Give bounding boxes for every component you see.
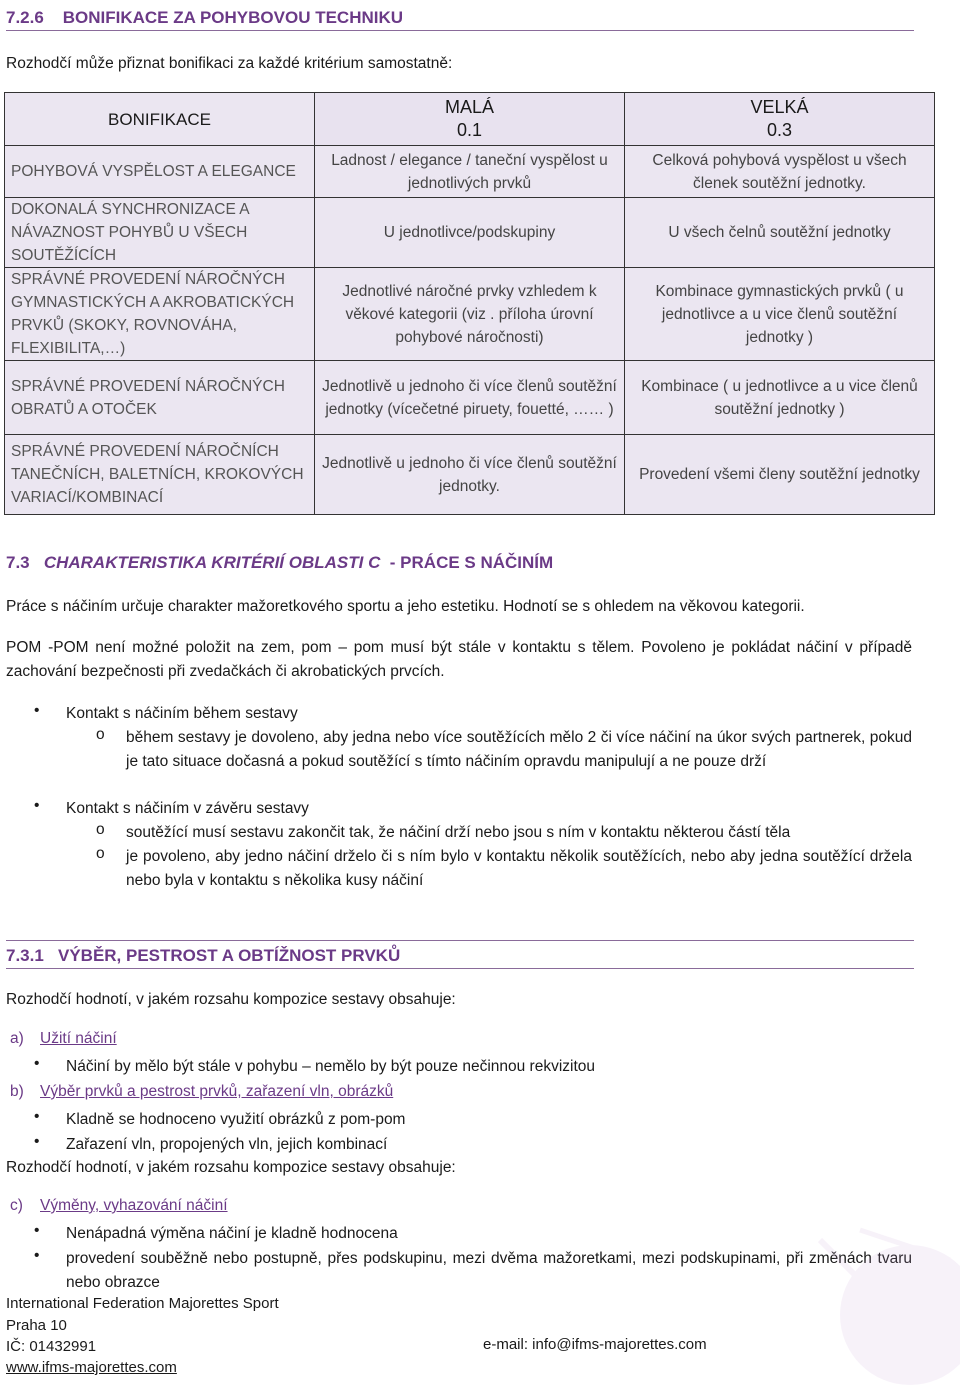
table-row [5, 268, 935, 361]
bullet-icon: • [34, 797, 40, 814]
item-label-b: b) [10, 1083, 24, 1100]
small-bonus-cell: Jednotlivě u jednoho či více členů soutěžní jednotky. [315, 435, 625, 515]
intro-text: Rozhodčí může přiznat bonifikaci za každé kritérium samostatně: [6, 55, 453, 72]
table-header-row [5, 93, 935, 146]
watermark-logo-icon [800, 1220, 960, 1398]
bullet-text: Kladně se hodnoceno využití obrázků z pom-pom [66, 1111, 406, 1128]
intro-text: Rozhodčí hodnotí, v jakém rozsahu kompozice sestavy obsahuje: [6, 991, 456, 1008]
bullet-text: Kontakt s náčiním během sestavy [66, 705, 298, 722]
bullet-icon: • [34, 1108, 40, 1125]
bullet-text: Kontakt s náčiním v závěru sestavy [66, 800, 309, 817]
footer-web-link[interactable]: www.ifms-majorettes.com [6, 1359, 177, 1376]
section-number: 7.3 [6, 553, 30, 572]
section-title-part1: CHARAKTERISTIKA KRITÉRIÍ OBLASTI C [43, 553, 381, 572]
bullet-icon: • [34, 1133, 40, 1150]
table-row [5, 146, 935, 198]
criterion-cell: SPRÁVNÉ PROVEDENÍ NÁROČNÝCH GYMNASTICKÝCH A AKROBATICKÝCH PRVKŮ (SKOKY, ROVNOVÁHA, FLEXIBILITA,…) [5, 268, 315, 361]
section-title-part2: - PRÁCE S NÁČINÍM [389, 553, 554, 572]
section-heading-73 [6, 553, 914, 573]
criterion-cell: DOKONALÁ SYNCHRONIZACE A NÁVAZNOST POHYBŮ U VŠECH SOUTĚŽÍCÍCH [5, 198, 315, 268]
large-bonus-cell: Provedení všemi členy soutěžní jednotky [625, 435, 935, 515]
bullet-text: provedení souběžně nebo postupně, přes podskupinu, mezi dvěma mažoretkami, mezi podskupinami, při změnách tvaru nebo obrazce [66, 1250, 912, 1291]
item-title-b: Výběr prvků a pestrost prvků, zařazení vln, obrázků [40, 1083, 394, 1100]
header-bonifikace: BONIFIKACE [5, 93, 315, 146]
item-label-c: c) [10, 1197, 23, 1214]
header-mala: MALÁ 0.1 [315, 93, 625, 146]
section-number: 7.3.1 [6, 946, 44, 965]
table-row [5, 198, 935, 268]
section-heading-731 [6, 946, 914, 969]
footer-email-link[interactable]: e-mail: info@ifms-majorettes.com [483, 1336, 707, 1353]
item-title-a: Užití náčiní [40, 1030, 117, 1047]
small-bonus-cell: Ladnost / elegance / taneční vyspělost u jednotlivých prvků [315, 146, 625, 198]
section-number: 7.2.6 [6, 8, 44, 27]
sub-bullet-text: soutěžící musí sestavu zakončit tak, že náčiní drží nebo jsou s ním v kontaktu některou částí těla [126, 824, 791, 841]
large-bonus-cell: U všech čelnů soutěžní jednotky [625, 198, 935, 268]
sub-bullet-text: je povoleno, aby jedno náčiní drželo či s ním bylo v kontaktu několik soutěžících, nebo aby jedna soutěžící držela nebo byla v kontaktu s několika kusy náčiní [126, 848, 912, 889]
sub-bullet-text: během sestavy je dovoleno, aby jedna nebo více soutěžících mělo 2 či více náčiní na úkor svých partnerek, pokud je tato situace dočasná a pokud soutěžící s tímto náčiním opravdu manipulují a ne pouze drží [126, 729, 912, 770]
small-bonus-cell: Jednotlivé náročné prvky vzhledem k věkové kategorii (viz . příloha úrovní pohybové náročnosti) [315, 268, 625, 361]
criterion-cell: SPRÁVNÉ PROVEDENÍ NÁROČNÍCH TANEČNÍCH, BALETNÍCH, KROKOVÝCH VARIACÍ/KOMBINACÍ [5, 435, 315, 515]
bullet-icon: • [34, 1055, 40, 1072]
small-bonus-cell: Jednotlivě u jednoho či více členů soutěžní jednotky (vícečetné piruety, fouetté, …… ) [315, 361, 625, 435]
section-title: BONIFIKACE ZA POHYBOVOU TECHNIKU [62, 8, 404, 27]
table-row [5, 435, 935, 515]
criterion-cell: POHYBOVÁ VYSPĚLOST A ELEGANCE [5, 146, 315, 198]
paragraph: POM -POM není možné položit na zem, pom – pom musí být stále v kontaktu s tělem. Povoleno je pokládat náčiní v případě zachování bezpečnosti při zvedačkách či akrobatických prvcích. [6, 639, 912, 680]
table-row [5, 361, 935, 435]
section-heading-726 [6, 8, 914, 31]
circle-bullet-icon: o [96, 821, 105, 838]
criterion-cell: SPRÁVNÉ PROVEDENÍ NÁROČNÝCH OBRATŮ A OTOČEK [5, 361, 315, 435]
item-title-c: Výměny, vyhazování náčiní [40, 1197, 228, 1214]
circle-bullet-icon: o [96, 845, 105, 862]
footer-org: International Federation Majorettes Sport [6, 1295, 279, 1312]
bullet-text: Zařazení vln, propojených vln, jejich kombinací [66, 1136, 388, 1153]
intro-text: Rozhodčí hodnotí, v jakém rozsahu kompozice sestavy obsahuje: [6, 1159, 456, 1176]
item-label-a: a) [10, 1030, 24, 1047]
bullet-icon: • [34, 1247, 40, 1264]
section-title: VÝBĚR, PESTROST A OBTÍŽNOST PRVKŮ [57, 946, 401, 965]
header-velka: VELKÁ 0.3 [625, 93, 935, 146]
large-bonus-cell: Kombinace gymnastických prvků ( u jednotlivce a u vice členů soutěžní jednotky ) [625, 268, 935, 361]
bonification-table [4, 92, 935, 515]
bullet-icon: • [34, 702, 40, 719]
footer-ico: IČ: 01432991 [6, 1338, 97, 1355]
bullet-text: Náčiní by mělo být stále v pohybu – nemělo by být pouze nečinnou rekvizitou [66, 1058, 596, 1075]
divider [6, 940, 914, 941]
large-bonus-cell: Kombinace ( u jednotlivce a u vice členů soutěžní jednotky ) [625, 361, 935, 435]
paragraph: Práce s náčiním určuje charakter mažoretkového sportu a jeho estetiku. Hodnotí se s ohledem na věkovou kategorii. [6, 598, 805, 615]
bullet-text: Nenápadná výměna náčiní je kladně hodnocena [66, 1225, 398, 1242]
small-bonus-cell: U jednotlivce/podskupiny [315, 198, 625, 268]
large-bonus-cell: Celková pohybová vyspělost u všech členek soutěžní jednotky. [625, 146, 935, 198]
bullet-icon: • [34, 1222, 40, 1239]
footer-city: Praha 10 [6, 1317, 67, 1334]
circle-bullet-icon: o [96, 726, 105, 743]
